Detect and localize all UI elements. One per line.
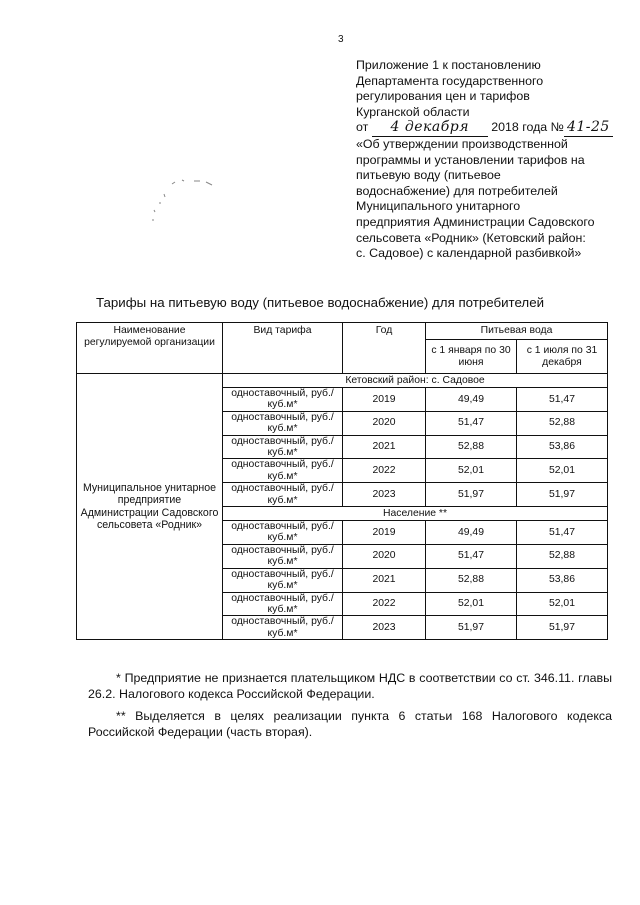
handwritten-date: 4 декабря [372,120,488,137]
period2-cell: 52,01 [517,459,608,483]
period2-cell: 53,86 [517,435,608,459]
period1-cell: 51,47 [426,411,517,435]
faded-stamp [142,172,242,232]
period1-cell: 49,49 [426,388,517,412]
header-year: Год [343,323,426,374]
period1-cell: 52,01 [426,459,517,483]
year-cell: 2019 [343,521,426,545]
year-cell: 2022 [343,592,426,616]
appendix-subject-line: «Об утверждении производственной [356,136,568,151]
period1-cell: 51,47 [426,544,517,568]
period2-cell: 51,97 [517,616,608,640]
document-title: Тарифы на питьевую воду (питьевое водоснабжение) для потребителей [95,295,545,310]
org-name-cell: Муниципальное унитарное предприятие Администрации Садовского сельсовета «Родник» [77,374,223,640]
group-label: Население ** [223,507,608,521]
appendix-subject-line: программы и установлении тарифов на [356,152,585,167]
period1-cell: 52,88 [426,568,517,592]
period1-cell: 51,97 [426,483,517,507]
year-cell: 2020 [343,411,426,435]
appendix-date-line [356,119,610,137]
header-org: Наименование регулируемой организации [77,323,223,374]
appendix-subject-line: сельсовета «Родник» (Кетовский район: [356,230,586,245]
period2-cell: 52,01 [517,592,608,616]
period1-cell: 51,97 [426,616,517,640]
period2-cell: 51,47 [517,388,608,412]
appendix-subject-line: предприятия Администрации Садовского [356,214,595,229]
period2-cell: 52,88 [517,544,608,568]
header-period-2: с 1 июля по 31 декабря [517,340,608,374]
stamp-marks [142,172,242,232]
tariff-type-cell: одноставочный, руб./куб.м* [223,568,343,592]
footnotes [88,670,612,746]
appendix-subject-line: водоснабжение) для потребителей [356,183,558,198]
header-tariff-type: Вид тарифа [223,323,343,374]
handwritten-number: 41-25 [564,120,613,137]
period1-cell: 52,88 [426,435,517,459]
table-header-row [77,323,608,340]
appendix-subject-line: Муниципального унитарного [356,199,521,214]
year-cell: 2021 [343,568,426,592]
footnote-population: ** Выделяется в целях реализации пункта 6 статьи 168 Налогового кодекса Российской Федерации (часть вторая). [88,708,612,740]
group-row [77,374,608,388]
year-cell: 2019 [343,388,426,412]
footnote-vat: * Предприятие не признается плательщиком НДС в соответствии со ст. 346.11. главы 26.2. Налогового кодекса Российской Федерации. [88,671,612,702]
period2-cell: 53,86 [517,568,608,592]
page-number: 3 [338,34,344,45]
period1-cell: 52,01 [426,592,517,616]
appendix-line: Приложение 1 к постановлению [356,58,541,72]
appendix-line: Курганской области [356,104,470,119]
appendix-block [356,58,610,262]
tariff-type-cell: одноставочный, руб./куб.м* [223,544,343,568]
period2-cell: 51,97 [517,483,608,507]
group-label: Кетовский район: с. Садовое [223,374,608,388]
period2-cell: 52,88 [517,411,608,435]
tariff-type-cell: одноставочный, руб./куб.м* [223,459,343,483]
tariff-type-cell: одноставочный, руб./куб.м* [223,388,343,412]
year-cell: 2022 [343,459,426,483]
tariff-type-cell: одноставочный, руб./куб.м* [223,592,343,616]
year-cell: 2020 [343,544,426,568]
appendix-subject-line: с. Садовое) с календарной разбивкой» [356,246,582,261]
period2-cell: 51,47 [517,521,608,545]
tariff-type-cell: одноставочный, руб./куб.м* [223,435,343,459]
header-period-1: с 1 января по 30 июня [426,340,517,374]
tariff-table [76,322,608,640]
year-cell: 2021 [343,435,426,459]
tariff-type-cell: одноставочный, руб./куб.м* [223,483,343,507]
tariff-type-cell: одноставочный, руб./куб.м* [223,411,343,435]
header-water: Питьевая вода [426,323,608,340]
tariff-type-cell: одноставочный, руб./куб.м* [223,616,343,640]
appendix-line: Департамента государственного [356,73,544,88]
year-cell: 2023 [343,483,426,507]
appendix-line: регулирования цен и тарифов [356,89,530,104]
appendix-subject-line: питьевую воду (питьевое [356,168,501,183]
date-prefix: от [356,120,369,135]
year-cell: 2023 [343,616,426,640]
period1-cell: 49,49 [426,521,517,545]
year-number-label: 2018 года № [491,120,564,135]
tariff-type-cell: одноставочный, руб./куб.м* [223,521,343,545]
